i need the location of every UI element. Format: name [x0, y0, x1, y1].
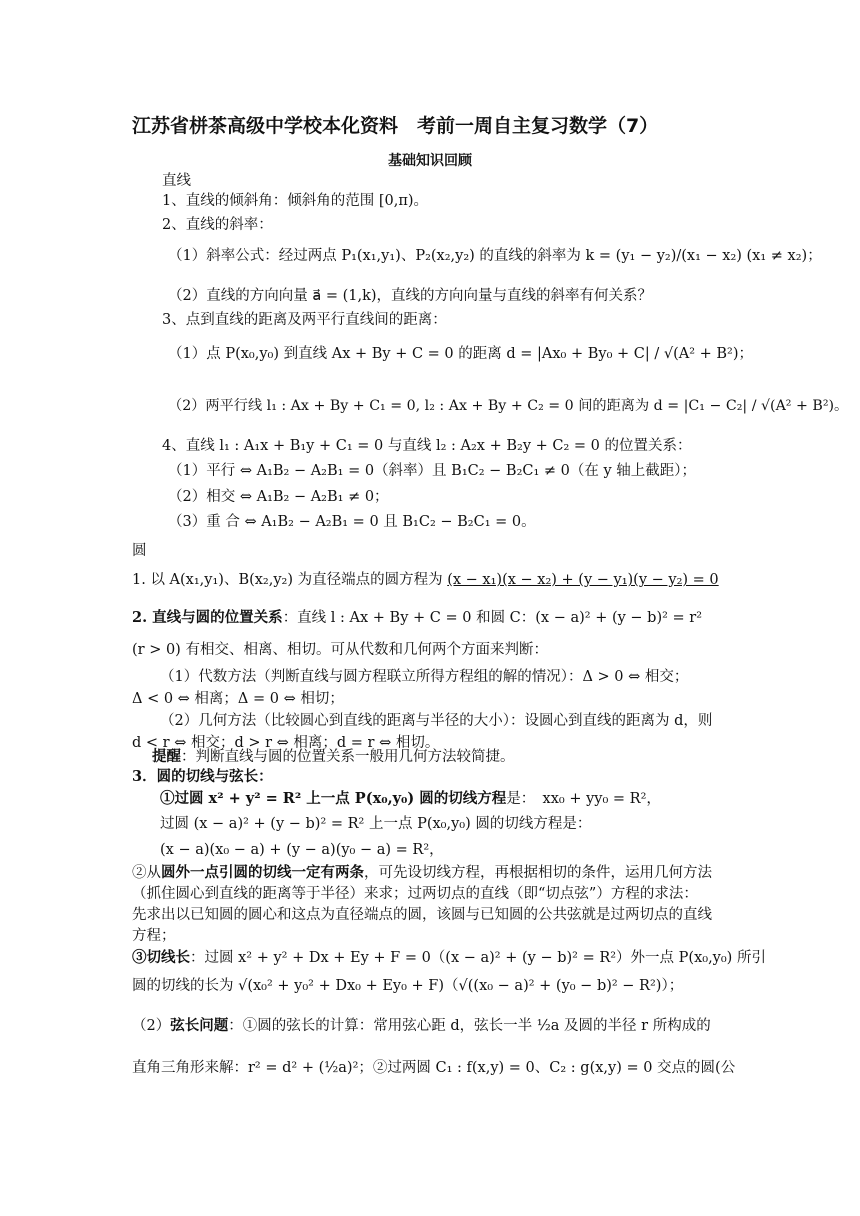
text-line: （3）重 合 ⇔ A₁B₂ − A₂B₁ = 0 且 B₁C₂ − B₂C₁ = 0。 [168, 514, 536, 530]
circle-item-3-heading: 3．圆的切线与弦长： [132, 768, 273, 785]
text-line: Δ < 0 ⇔ 相离；Δ = 0 ⇔ 相切； [132, 691, 344, 707]
text-line: （抓住圆心到直线的距离等于半径）来求；过两切点的直线（即“切点弦”）方程的求法： [132, 886, 698, 902]
tangent-3 [132, 948, 766, 968]
text-line: （2）几何方法（比较圆心到直线的距离与半径的大小）：设圆心到直线的距离为 d，则 [160, 713, 713, 729]
text-line: 4、直线 l₁ : A₁x + B₁y + C₁ = 0 与直线 l₂ : A₂x + B₂y + C₂ = 0 的位置关系： [162, 438, 692, 454]
text-line: 方程； [132, 928, 176, 944]
tangent-1-text: 是： xx₀ + yy₀ = R²， [506, 791, 661, 807]
text-line: 先求出以已知圆的圆心和这点为直径端点的圆，该圆与已知圆的公共弦就是过两切点的直线 [132, 907, 712, 923]
text-line: （2）直线的方向向量 a⃗ = (1,k)，直线的方向向量与直线的斜率有何关系？ [168, 288, 653, 304]
text-line: （1）点 P(x₀,y₀) 到直线 Ax + By + C = 0 的距离 d = |Ax₀ + By₀ + C| / √(A² + B²)； [168, 346, 754, 362]
document-subtitle: 基础知识回顾 [388, 153, 472, 169]
tangent-2-text: ，可先设切线方程，再根据相切的条件，运用几何方法 [364, 865, 712, 881]
tangent-1 [160, 789, 661, 809]
tangent-2-heading: 圆外一点引圆的切线一定有两条 [161, 864, 364, 881]
chord-line [132, 1016, 711, 1036]
tangent-3-text: ：过圆 x² + y² + Dx + Ey + F = 0（(x − a)² + (y − b)² = R²）外一点 P(x₀,y₀) 所引 [190, 950, 766, 966]
text-line: (x − a)(x₀ − a) + (y − a)(y₀ − a) = R²， [160, 842, 444, 858]
section-heading-circle: 圆 [132, 543, 147, 559]
diameter-circle-equation: (x − x₁)(x − x₂) + (y − y₁)(y − y₂) = 0 [447, 572, 719, 588]
text-line: 直角三角形来解：r² = d² + (½a)²；②过两圆 C₁ : f(x,y) = 0、C₂ : g(x,y) = 0 交点的圆(公 [132, 1060, 736, 1076]
tangent-2-marker: ②从 [132, 865, 161, 881]
tangent-1-heading: ①过圆 x² + y² = R² 上一点 P(x₀,y₀) 圆的切线方程 [160, 790, 507, 807]
text-line: 2、直线的斜率： [162, 217, 273, 233]
circle-item-1-text: 1. 以 A(x₁,y₁)、B(x₂,y₂) 为直径端点的圆方程为 [132, 572, 448, 588]
circle-item-2 [132, 608, 702, 628]
circle-item-2-text: ：直线 l : Ax + By + C = 0 和圆 C：(x − a)² + (y − b)² = r² [282, 610, 703, 626]
chord-marker: （2） [132, 1018, 171, 1034]
text-line: (r > 0) 有相交、相离、相切。可从代数和几何两个方面来判断： [132, 642, 548, 658]
circle-item-1 [132, 570, 719, 590]
circle-item-2-heading: 2. 直线与圆的位置关系 [132, 609, 283, 626]
section-heading-line: 直线 [162, 173, 191, 189]
tip-text: ：判断直线与圆的位置关系一般用几何方法较简捷。 [181, 749, 515, 765]
text-line: （2）两平行线 l₁ : Ax + By + C₁ = 0, l₂ : Ax + By + C₂ = 0 间的距离为 d = |C₁ − C₂| / √(A² + B²)。 [168, 398, 849, 414]
chord-text: ：①圆的弦长的计算：常用弦心距 d，弦长一半 ½a 及圆的半径 r 所构成的 [228, 1018, 711, 1034]
text-line: 圆的切线的长为 √(x₀² + y₀² + Dx₀ + Ey₀ + F)（√((x₀ − a)² + (y₀ − b)² − R²)）； [132, 978, 684, 994]
text-line: 1、直线的倾斜角：倾斜角的范围 [0,π)。 [162, 193, 429, 209]
text-line: d < r ⇔ 相交；d > r ⇔ 相离；d = r ⇔ 相切。 [132, 735, 440, 751]
text-line: 3、点到直线的距离及两平行直线间的距离： [162, 312, 447, 328]
text-line: （1）斜率公式：经过两点 P₁(x₁,y₁)、P₂(x₂,y₂) 的直线的斜率为 k = (y₁ − y₂)/(x₁ − x₂) (x₁ ≠ x₂)； [168, 248, 822, 264]
tip-line [152, 747, 515, 767]
tip-heading: 提醒 [152, 748, 181, 765]
text-line: （2）相交 ⇔ A₁B₂ − A₂B₁ ≠ 0； [168, 489, 389, 505]
text-line: （1）平行 ⇔ A₁B₂ − A₂B₁ = 0（斜率）且 B₁C₂ − B₂C₁ ≠ 0（在 y 轴上截距）； [168, 463, 697, 479]
document-title: 江苏省栟茶高级中学校本化资料 考前一周自主复习数学（7） [132, 115, 659, 137]
text-line: （1）代数方法（判断直线与圆方程联立所得方程组的解的情况）：Δ > 0 ⇔ 相交； [160, 669, 689, 685]
tangent-2 [132, 863, 712, 883]
text-line: 过圆 (x − a)² + (y − b)² = R² 上一点 P(x₀,y₀) 圆的切线方程是： [160, 816, 592, 832]
chord-heading: 弦长问题 [170, 1017, 229, 1034]
tangent-3-heading: ③切线长 [132, 949, 190, 966]
